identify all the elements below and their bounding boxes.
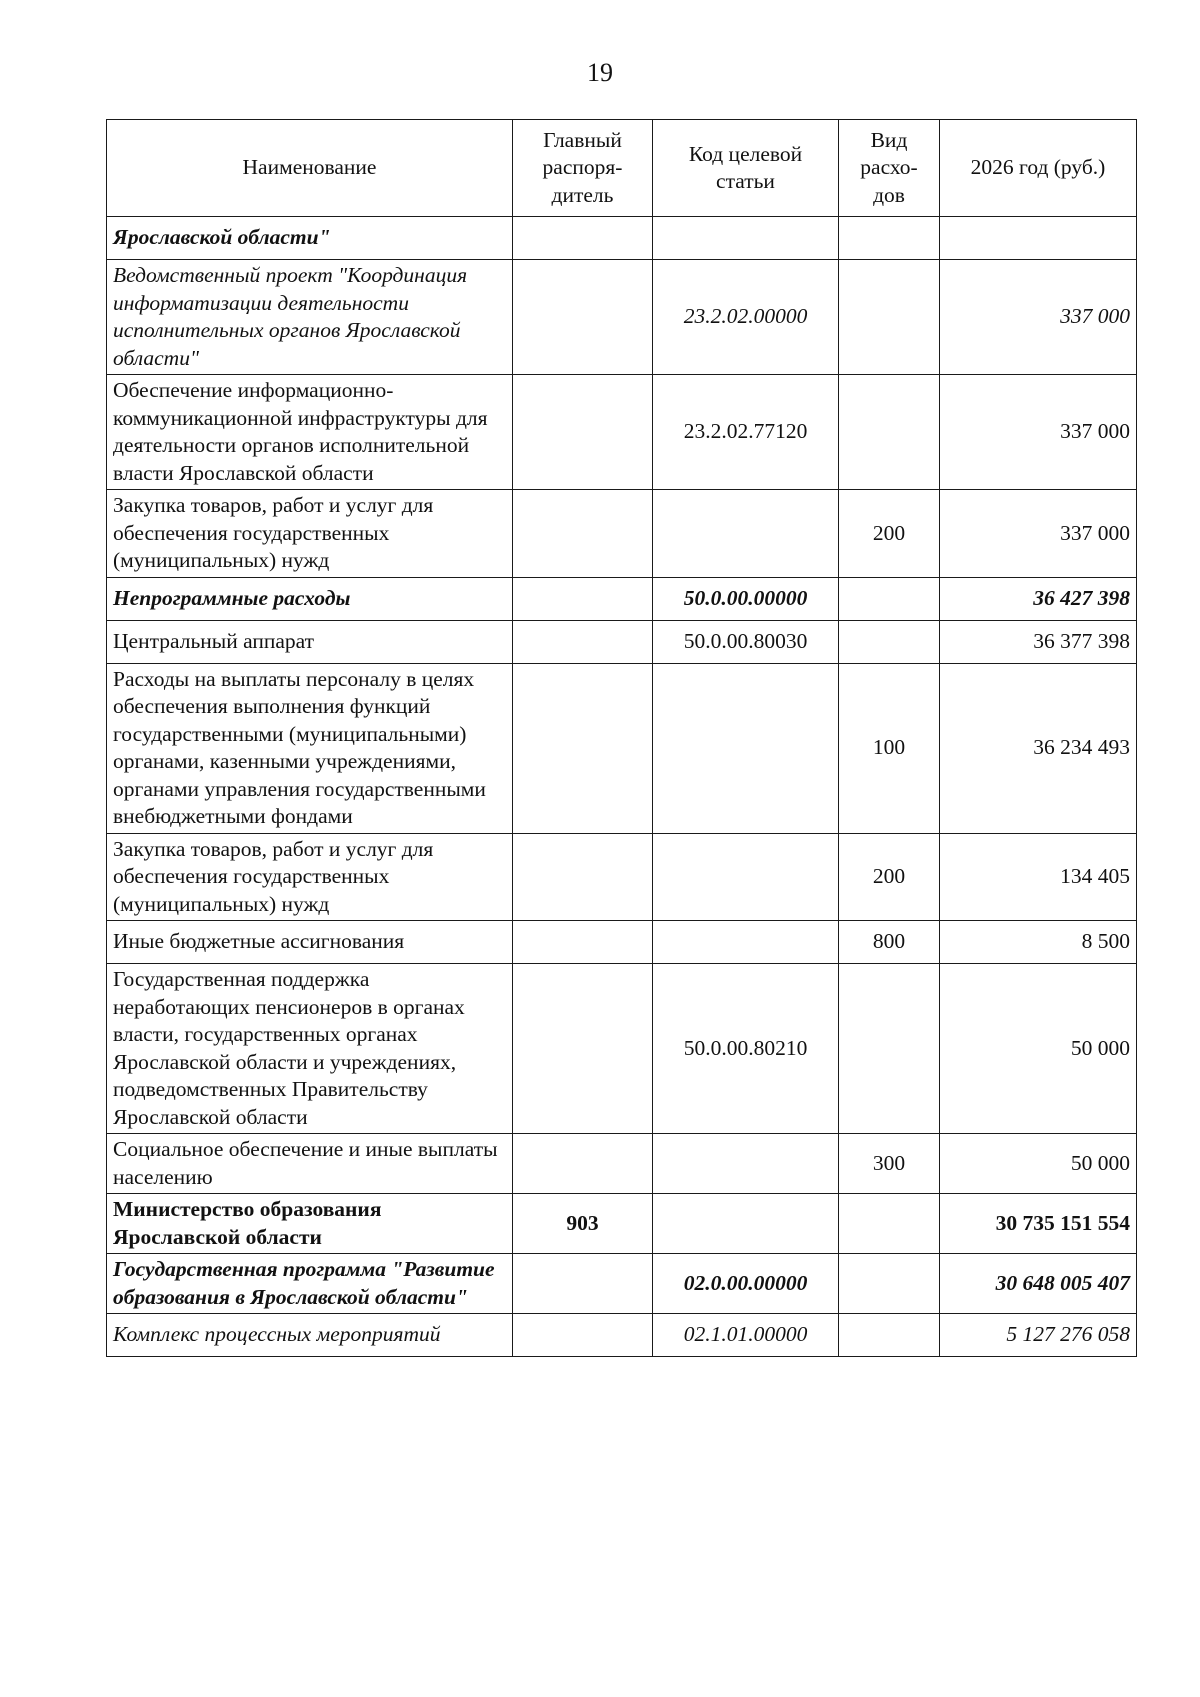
row-name: Закупка товаров, работ и услуг для обеспечения государственных (муниципальных) нужд (107, 833, 513, 921)
row-name: Комплекс процессных мероприятий (107, 1314, 513, 1357)
header-expense-type: Вид расхо-дов (839, 120, 940, 217)
table-row (107, 1134, 1137, 1194)
row-amount: 337 000 (940, 260, 1137, 375)
row-amount: 50 000 (940, 1134, 1137, 1194)
row-expense-type (839, 217, 940, 260)
row-code: 50.0.00.00000 (653, 577, 839, 620)
row-expense-type: 100 (839, 663, 940, 833)
table-row (107, 663, 1137, 833)
row-code: 02.1.01.00000 (653, 1314, 839, 1357)
row-name: Закупка товаров, работ и услуг для обеспечения государственных (муниципальных) нужд (107, 490, 513, 578)
table-row (107, 375, 1137, 490)
row-amount: 134 405 (940, 833, 1137, 921)
row-amount: 36 377 398 (940, 620, 1137, 663)
header-distributor: Главный распоря-дитель (513, 120, 653, 217)
table-row (107, 1254, 1137, 1314)
row-code (653, 663, 839, 833)
row-amount: 36 234 493 (940, 663, 1137, 833)
row-amount: 50 000 (940, 964, 1137, 1134)
table-header-row (107, 120, 1137, 217)
header-amount: 2026 год (руб.) (940, 120, 1137, 217)
row-code (653, 921, 839, 964)
row-name: Социальное обеспечение и иные выплаты населению (107, 1134, 513, 1194)
row-code (653, 1194, 839, 1254)
row-distributor (513, 663, 653, 833)
row-code (653, 1134, 839, 1194)
row-amount: 8 500 (940, 921, 1137, 964)
row-distributor (513, 620, 653, 663)
row-code: 23.2.02.00000 (653, 260, 839, 375)
row-expense-type: 200 (839, 833, 940, 921)
row-distributor (513, 375, 653, 490)
row-code: 50.0.00.80210 (653, 964, 839, 1134)
row-distributor (513, 1254, 653, 1314)
row-amount (940, 217, 1137, 260)
row-expense-type (839, 260, 940, 375)
table-row (107, 921, 1137, 964)
row-distributor (513, 490, 653, 578)
row-name: Государственная программа "Развитие образования в Ярославской области" (107, 1254, 513, 1314)
row-expense-type (839, 1254, 940, 1314)
row-distributor: 903 (513, 1194, 653, 1254)
table-row (107, 260, 1137, 375)
row-amount: 337 000 (940, 375, 1137, 490)
row-expense-type: 800 (839, 921, 940, 964)
header-code: Код целевой статьи (653, 120, 839, 217)
row-name: Министерство образования Ярославской области (107, 1194, 513, 1254)
row-distributor (513, 833, 653, 921)
row-code (653, 217, 839, 260)
row-expense-type (839, 577, 940, 620)
row-distributor (513, 217, 653, 260)
row-code: 02.0.00.00000 (653, 1254, 839, 1314)
row-expense-type (839, 1194, 940, 1254)
table-row (107, 620, 1137, 663)
row-distributor (513, 577, 653, 620)
row-amount: 337 000 (940, 490, 1137, 578)
table-row (107, 217, 1137, 260)
row-name: Центральный аппарат (107, 620, 513, 663)
row-amount: 30 735 151 554 (940, 1194, 1137, 1254)
row-name: Иные бюджетные ассигнования (107, 921, 513, 964)
row-name: Ярославской области" (107, 217, 513, 260)
header-name: Наименование (107, 120, 513, 217)
row-name: Обеспечение информационно-коммуникационной инфраструктуры для деятельности органов исполнительной власти Ярославской области (107, 375, 513, 490)
row-amount: 30 648 005 407 (940, 1254, 1137, 1314)
table-row (107, 833, 1137, 921)
row-name: Непрограммные расходы (107, 577, 513, 620)
table-row (107, 1314, 1137, 1357)
row-code: 23.2.02.77120 (653, 375, 839, 490)
row-expense-type: 300 (839, 1134, 940, 1194)
row-code (653, 490, 839, 578)
row-distributor (513, 921, 653, 964)
row-expense-type (839, 375, 940, 490)
row-expense-type (839, 964, 940, 1134)
row-amount: 5 127 276 058 (940, 1314, 1137, 1357)
row-expense-type (839, 1314, 940, 1357)
table-row (107, 1194, 1137, 1254)
row-expense-type (839, 620, 940, 663)
row-distributor (513, 1314, 653, 1357)
row-distributor (513, 1134, 653, 1194)
table-row (107, 577, 1137, 620)
row-name: Государственная поддержка неработающих пенсионеров в органах власти, государственных органах Ярославской области и учреждениях, подведомственных Правительству Ярославской области (107, 964, 513, 1134)
row-code (653, 833, 839, 921)
row-code: 50.0.00.80030 (653, 620, 839, 663)
budget-table (106, 119, 1137, 1357)
row-name: Расходы на выплаты персоналу в целях обеспечения выполнения функций государственными (муниципальными) органами, казенными учреждениями, органами управления государственными внебюджетными фондами (107, 663, 513, 833)
row-name: Ведомственный проект "Координация информатизации деятельности исполнительных органов Ярославской области" (107, 260, 513, 375)
table-row (107, 490, 1137, 578)
row-expense-type: 200 (839, 490, 940, 578)
table-row (107, 964, 1137, 1134)
row-distributor (513, 260, 653, 375)
page-number: 19 (587, 58, 613, 87)
row-amount: 36 427 398 (940, 577, 1137, 620)
row-distributor (513, 964, 653, 1134)
